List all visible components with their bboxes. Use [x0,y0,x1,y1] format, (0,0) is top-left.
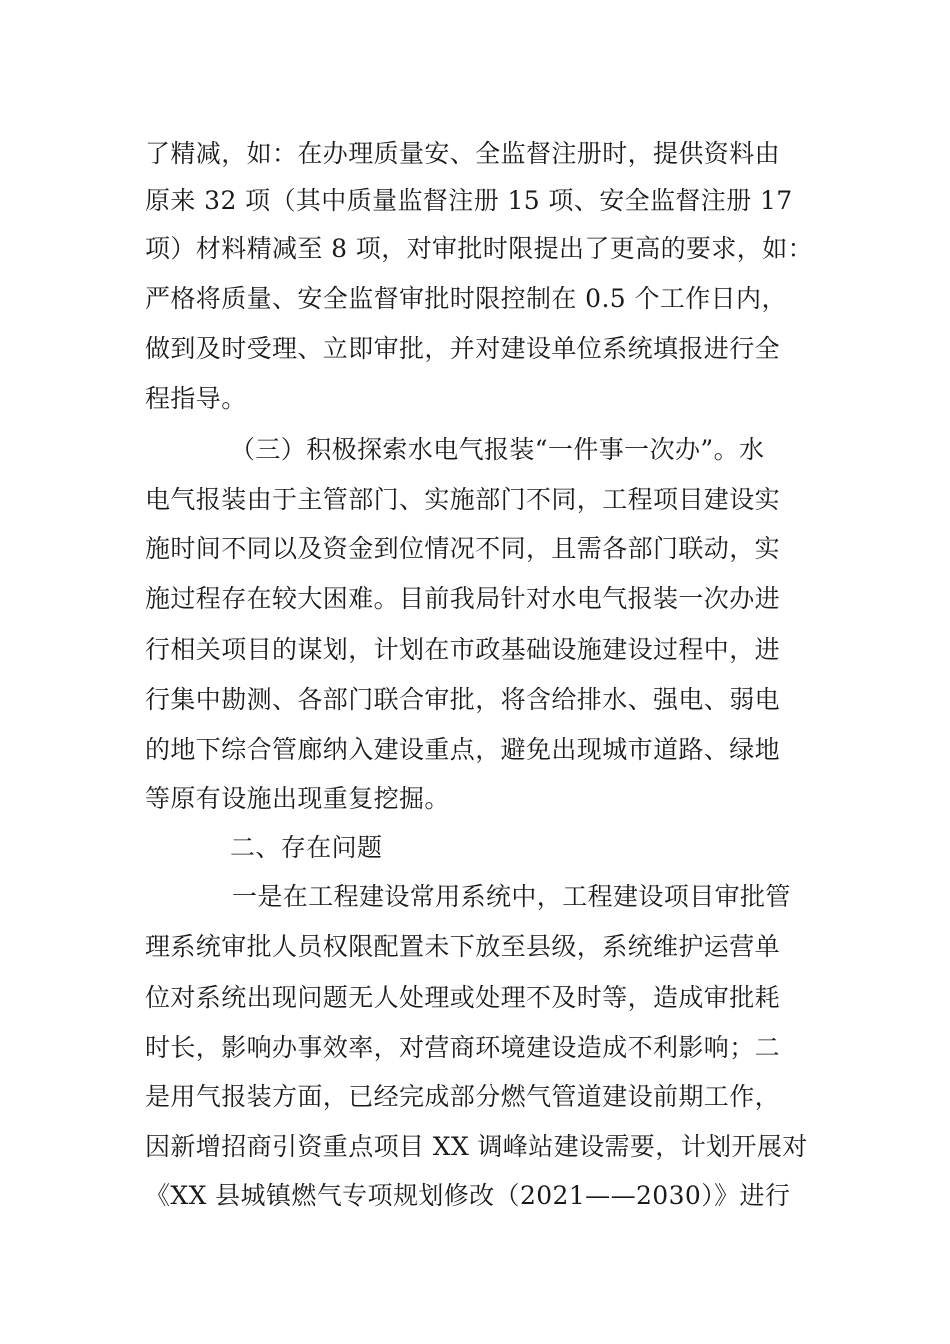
paragraph-line: 等原有设施出现重复挖掘。 [145,784,450,813]
section-heading-three: （三）积极探索水电气报装“一件事一次办”。水 [230,435,765,464]
paragraph-line: 施时间不同以及资金到位情况不同，且需各部门联动，实 [145,534,781,563]
paragraph-line: 是用气报装方面，已经完成部分燃气管道建设前期工作， [145,1082,781,1111]
paragraph-line: 电气报装由于主管部门、实施部门不同，工程项目建设实 [145,485,781,514]
paragraph-line: 位对系统出现问题无人处理或处理不及时等，造成审批耗 [145,983,781,1012]
paragraph-line: 行相关项目的谋划，计划在市政基础设施建设过程中，进 [145,635,781,664]
paragraph-line: 严格将质量、安全监督审批时限控制在 0.5 个工作日内， [145,284,787,313]
paragraph-line: 因新增招商引资重点项目 XX 调峰站建设需要，计划开展对 [145,1132,808,1161]
paragraph-line: 一是在工程建设常用系统中，工程建设项目审批管 [232,882,791,911]
paragraph-line: 做到及时受理、立即审批，并对建设单位系统填报进行全 [145,334,781,363]
paragraph-line: 了精减，如：在办理质量安、全监督注册时，提供资料由 [145,139,781,168]
paragraph-line: 时长，影响办事效率，对营商环境建设造成不利影响；二 [145,1033,781,1062]
paragraph-line: 程指导。 [145,384,247,413]
paragraph-line: 的地下综合管廊纳入建设重点，避免出现城市道路、绿地 [145,735,781,764]
paragraph-line: 原来 32 项（其中质量监督注册 15 项、安全监督注册 17 [145,186,793,215]
paragraph-line: 《XX 县城镇燃气专项规划修改（2021——2030）》进行 [145,1181,791,1210]
paragraph-line: 理系统审批人员权限配置未下放至县级，系统维护运营单 [145,932,781,961]
paragraph-line: 项）材料精减至 8 项，对审批时限提出了更高的要求，如： [145,234,814,263]
section-heading-problems: 二、存在问题 [230,833,383,862]
paragraph-line: 施过程存在较大困难。目前我局针对水电气报装一次办进 [145,584,781,613]
paragraph-line: 行集中勘测、各部门联合审批，将含给排水、强电、弱电 [145,685,781,714]
